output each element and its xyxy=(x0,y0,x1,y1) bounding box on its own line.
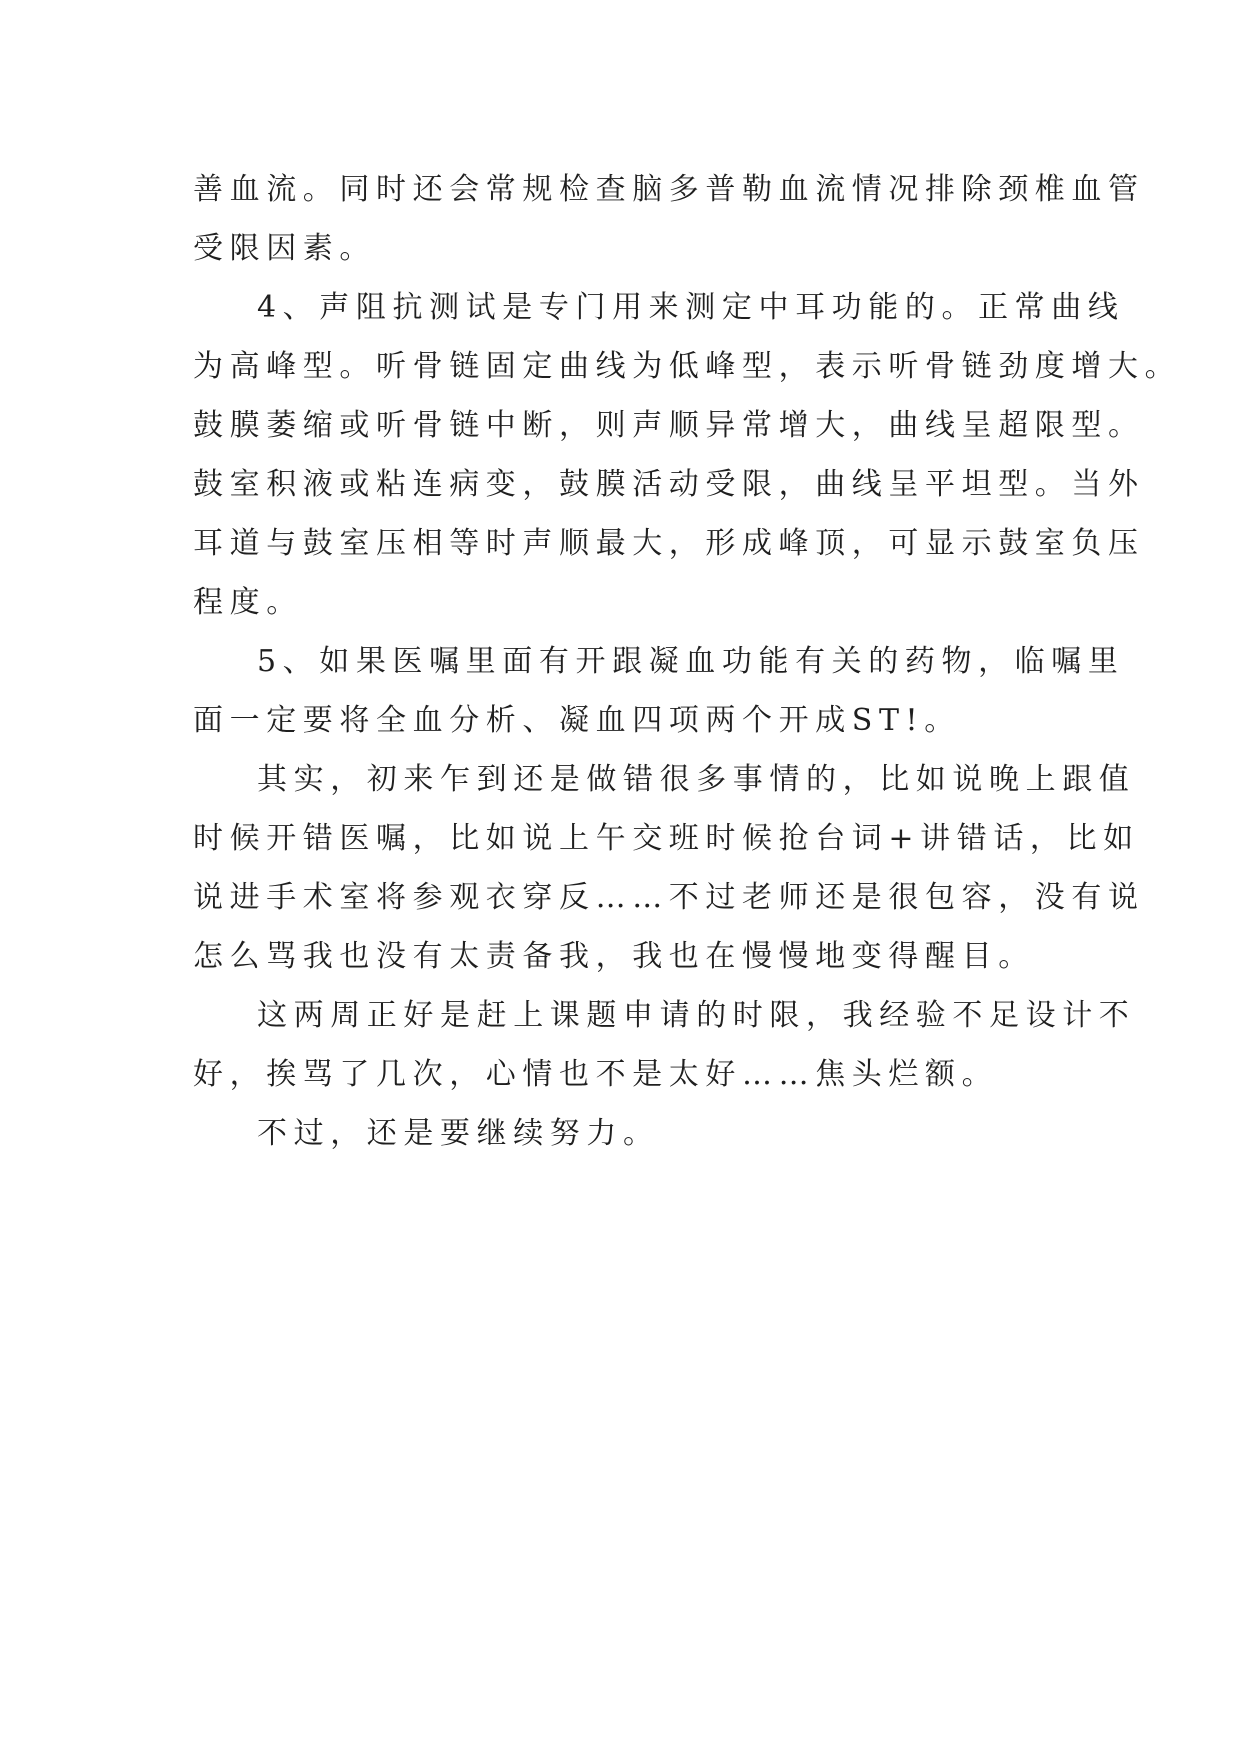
body-line: 好，挨骂了几次，心情也不是太好……焦头烂额。 xyxy=(193,1057,999,1092)
body-line: 面一定要将全血分析、凝血四项两个开成ST!。 xyxy=(193,703,961,738)
body-line: 程度。 xyxy=(193,585,303,620)
body-line: 耳道与鼓室压相等时声顺最大，形成峰顶，可显示鼓室负压 xyxy=(193,526,1145,561)
document-body xyxy=(193,160,1182,1163)
paragraph-start-line: 不过，还是要继续努力。 xyxy=(257,1116,660,1151)
body-line: 时候开错医嘱，比如说上午交班时候抢台词+讲错话，比如 xyxy=(193,821,1140,856)
body-line: 鼓室积液或粘连病变，鼓膜活动受限，曲线呈平坦型。当外 xyxy=(193,467,1145,502)
body-line: 为高峰型。听骨链固定曲线为低峰型，表示听骨链劲度增大。 xyxy=(193,349,1182,384)
paragraph-start-line: 5、如果医嘱里面有开跟凝血功能有关的药物，临嘱里 xyxy=(257,644,1125,679)
body-line: 鼓膜萎缩或听骨链中断，则声顺异常增大，曲线呈超限型。 xyxy=(193,408,1145,443)
body-line: 受限因素。 xyxy=(193,231,376,266)
paragraph-start-line: 4、声阻抗测试是专门用来测定中耳功能的。正常曲线 xyxy=(257,290,1125,325)
body-line: 善血流。同时还会常规检查脑多普勒血流情况排除颈椎血管 xyxy=(193,172,1145,207)
paragraph-start-line: 这两周正好是赶上课题申请的时限，我经验不足设计不 xyxy=(257,998,1136,1033)
body-line: 怎么骂我也没有太责备我，我也在慢慢地变得醒目。 xyxy=(193,939,1035,974)
body-line: 说进手术室将参观衣穿反……不过老师还是很包容，没有说 xyxy=(193,880,1145,915)
paragraph-start-line: 其实，初来乍到还是做错很多事情的，比如说晚上跟值 xyxy=(257,762,1136,797)
